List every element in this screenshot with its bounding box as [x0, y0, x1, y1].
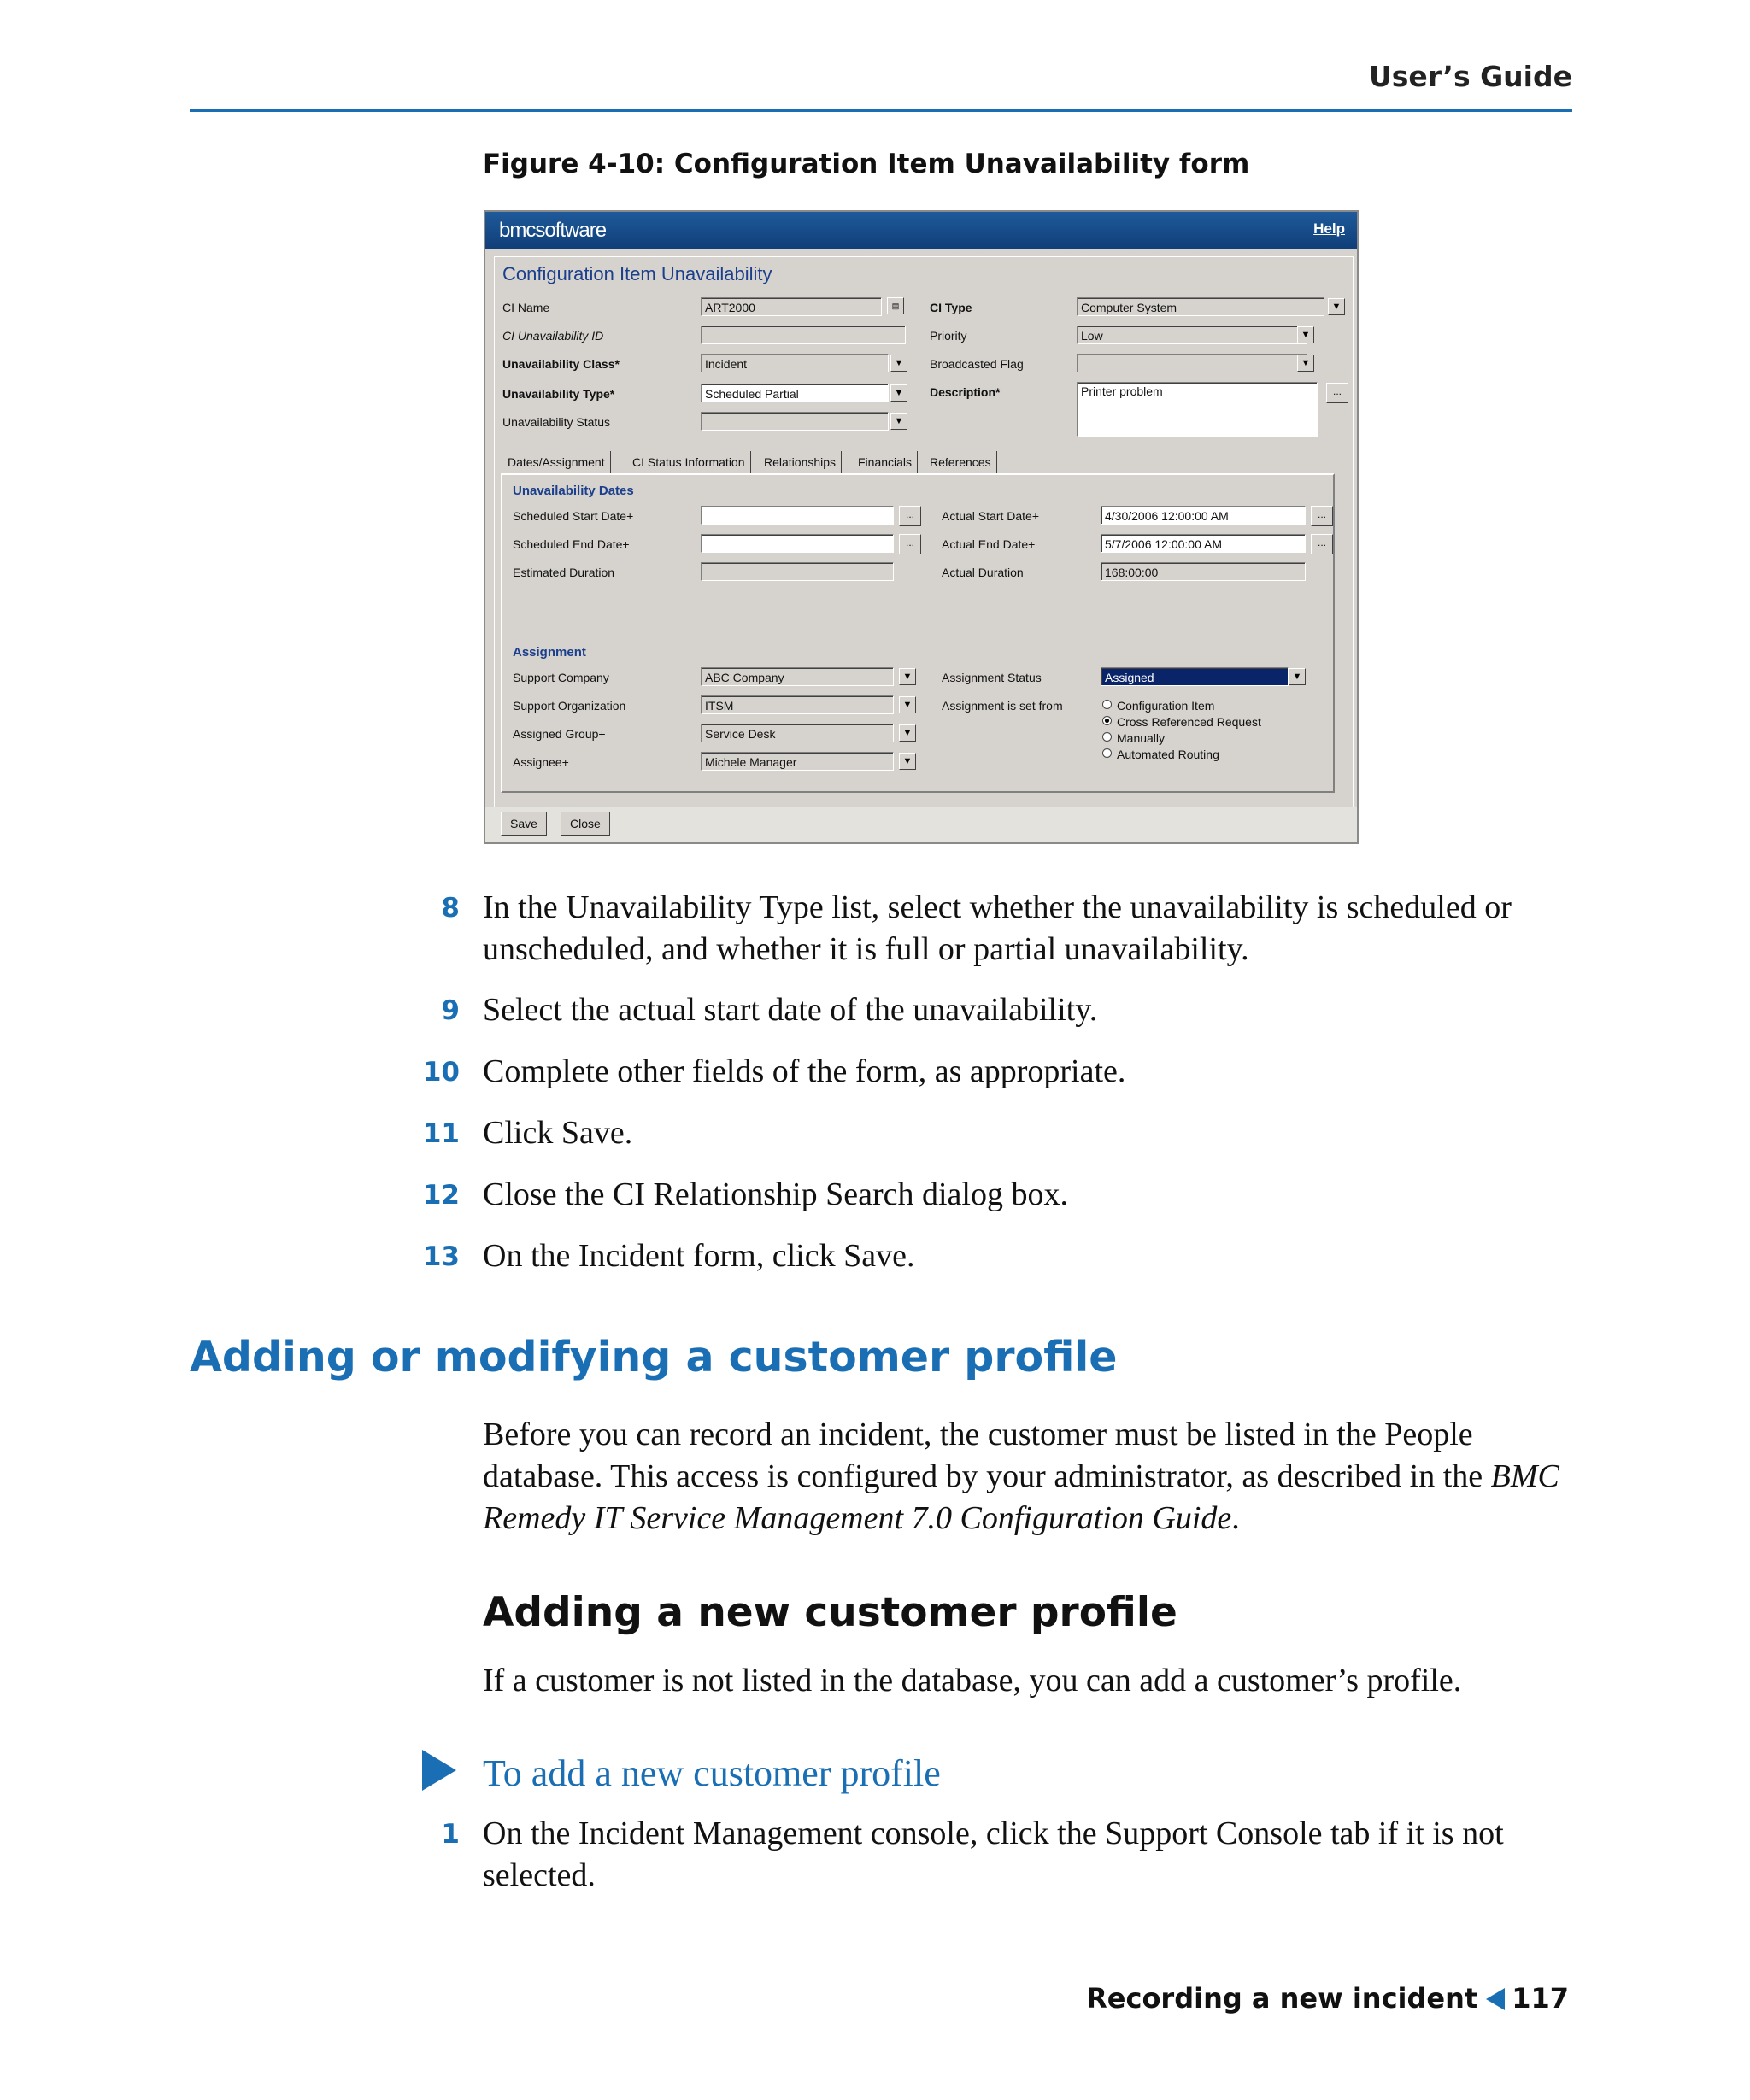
sched-start-label: Scheduled Start Date+ [513, 509, 634, 523]
save-button[interactable]: Save [501, 812, 547, 836]
step-text: Click Save. [483, 1115, 633, 1151]
sched-start-field[interactable] [701, 506, 894, 525]
assignment-status-field[interactable]: Assigned [1101, 667, 1289, 686]
button-bar [485, 807, 1357, 844]
assigned-group-label: Assigned Group+ [513, 727, 606, 741]
description-expand-button[interactable]: ... [1326, 383, 1348, 403]
tab-relationships[interactable]: Relationships [759, 451, 842, 473]
close-button[interactable]: Close [561, 812, 610, 836]
step-text: On the Incident form, click Save. [483, 1238, 915, 1274]
step-number: 10 [422, 1057, 460, 1088]
guide-title: BMC Remedy IT Service Management 7.0 Configuration Guide [483, 1458, 1559, 1536]
help-link[interactable]: Help [1313, 220, 1345, 237]
app-titlebar [485, 212, 1357, 249]
tab-references[interactable]: References [925, 451, 997, 473]
subheading: Adding a new customer profile [483, 1589, 1177, 1636]
ci-name-lookup-icon[interactable]: ▤ [887, 297, 904, 314]
assignee-label: Assignee+ [513, 755, 569, 769]
broadcast-label: Broadcasted Flag [930, 357, 1024, 371]
page-number: 117 [1512, 1982, 1569, 2015]
assignment-heading: Assignment [513, 645, 586, 660]
ci-unavail-id-field[interactable] [701, 326, 906, 344]
step-text: In the Unavailability Type list, select whether the unavailability is scheduled or unscheduled, and whether it is full or partial unavailability. [483, 889, 1512, 967]
radio-selected-icon [1102, 716, 1112, 725]
support-company-label: Support Company [513, 671, 609, 684]
sub-paragraph: If a customer is not listed in the database, you can add a customer’s profile. [483, 1663, 1462, 1698]
broadcast-dropdown-icon[interactable]: ▼ [1297, 355, 1314, 372]
step-number: 11 [422, 1118, 460, 1149]
priority-label: Priority [930, 329, 967, 343]
radio-circle-icon [1102, 700, 1112, 709]
assigned-group-dropdown-icon[interactable]: ▼ [899, 724, 916, 742]
step-number: 13 [422, 1241, 460, 1272]
actual-start-calendar-button[interactable]: ... [1311, 506, 1333, 526]
radio-circle-icon [1102, 732, 1112, 742]
sched-start-calendar-button[interactable]: ... [899, 506, 921, 526]
unavail-status-field[interactable] [701, 412, 889, 431]
ci-type-field[interactable]: Computer System [1077, 297, 1324, 316]
support-company-dropdown-icon[interactable]: ▼ [899, 668, 916, 685]
description-label: Description* [930, 385, 1001, 399]
est-duration-field[interactable] [701, 562, 894, 581]
est-duration-label: Estimated Duration [513, 566, 615, 579]
bmc-logo: bmcsoftware [499, 219, 607, 242]
actual-duration-label: Actual Duration [942, 566, 1024, 579]
assignee-dropdown-icon[interactable]: ▼ [899, 753, 916, 770]
actual-end-label: Actual End Date+ [942, 537, 1036, 551]
running-header: User’s Guide [1368, 60, 1572, 93]
unavail-dates-heading: Unavailability Dates [513, 484, 634, 498]
ci-unavail-id-label: CI Unavailability ID [502, 329, 604, 343]
support-company-field[interactable]: ABC Company [701, 667, 894, 686]
intro-paragraph: Before you can record an incident, the customer must be listed in the People database. This access is configured by your administrator, as described in the BMC Remedy IT Service Management 7.0 Configuration Guide. [483, 1417, 1559, 1536]
priority-field[interactable]: Low [1077, 326, 1307, 344]
support-org-field[interactable]: ITSM [701, 695, 894, 714]
radio-circle-icon [1102, 748, 1112, 758]
step-number: 8 [441, 893, 460, 924]
unavail-class-field[interactable]: Incident [701, 354, 889, 372]
form-title: Configuration Item Unavailability [502, 263, 772, 284]
support-org-label: Support Organization [513, 699, 626, 713]
assignment-set-from-label: Assignment is set from [942, 699, 1063, 713]
step-number: 1 [441, 1819, 460, 1850]
ci-type-dropdown-icon[interactable]: ▼ [1328, 298, 1345, 315]
page-footer [1086, 1982, 1569, 2015]
sched-end-label: Scheduled End Date+ [513, 537, 630, 551]
sched-end-field[interactable] [701, 534, 894, 553]
unavail-type-dropdown-icon[interactable]: ▼ [890, 384, 907, 402]
unavail-type-label: Unavailability Type* [502, 387, 615, 401]
step-text: Complete other fields of the form, as appropriate. [483, 1053, 1126, 1089]
radio-manually[interactable]: Manually [1102, 731, 1165, 745]
ci-unavailability-screenshot [484, 210, 1359, 844]
ci-name-field[interactable]: ART2000 [701, 297, 882, 316]
actual-start-field[interactable]: 4/30/2006 12:00:00 AM [1101, 506, 1306, 525]
radio-automated-routing[interactable]: Automated Routing [1102, 748, 1219, 761]
ci-name-label: CI Name [502, 301, 550, 314]
support-org-dropdown-icon[interactable]: ▼ [899, 696, 916, 713]
radio-cross-referenced-request[interactable]: Cross Referenced Request [1102, 715, 1261, 729]
footer-section: Recording a new incident [1086, 1982, 1478, 2015]
tab-financials[interactable]: Financials [853, 451, 918, 473]
ci-type-label: CI Type [930, 301, 972, 314]
unavail-status-label: Unavailability Status [502, 415, 611, 429]
unavail-type-field[interactable]: Scheduled Partial [701, 384, 889, 402]
actual-end-field[interactable]: 5/7/2006 12:00:00 AM [1101, 534, 1306, 553]
description-field[interactable]: Printer problem [1077, 382, 1318, 437]
assigned-group-field[interactable]: Service Desk [701, 724, 894, 742]
procedure-title: To add a new customer profile [483, 1752, 941, 1794]
actual-duration-field[interactable]: 168:00:00 [1101, 562, 1306, 581]
assignment-status-label: Assignment Status [942, 671, 1042, 684]
triangle-left-icon [1486, 1988, 1505, 2010]
section-heading: Adding or modifying a customer profile [190, 1333, 1118, 1381]
header-rule [190, 109, 1572, 112]
tab-dates-assignment[interactable]: Dates/Assignment [502, 451, 611, 473]
radio-configuration-item[interactable]: Configuration Item [1102, 699, 1214, 713]
unavail-class-label: Unavailability Class* [502, 357, 620, 371]
step-text: On the Incident Management console, click the Support Console tab if it is not selected. [483, 1816, 1504, 1893]
assignment-status-dropdown-icon[interactable]: ▼ [1289, 668, 1306, 685]
broadcast-field[interactable] [1077, 354, 1307, 372]
step-number: 12 [422, 1180, 460, 1211]
step-text: Close the CI Relationship Search dialog box. [483, 1176, 1068, 1212]
step-number: 9 [441, 995, 460, 1026]
figure-caption: Figure 4-10: Configuration Item Unavailability form [483, 149, 1250, 179]
priority-dropdown-icon[interactable]: ▼ [1297, 326, 1314, 343]
unavail-class-dropdown-icon[interactable]: ▼ [890, 355, 907, 372]
assignee-field[interactable]: Michele Manager [701, 752, 894, 771]
unavail-status-dropdown-icon[interactable]: ▼ [890, 413, 907, 430]
actual-start-label: Actual Start Date+ [942, 509, 1040, 523]
sched-end-calendar-button[interactable]: ... [899, 534, 921, 554]
step-text: Select the actual start date of the unavailability. [483, 992, 1098, 1028]
procedure-triangle-icon [422, 1750, 456, 1791]
tab-ci-status[interactable]: CI Status Information [627, 451, 751, 473]
actual-end-calendar-button[interactable]: ... [1311, 534, 1333, 554]
